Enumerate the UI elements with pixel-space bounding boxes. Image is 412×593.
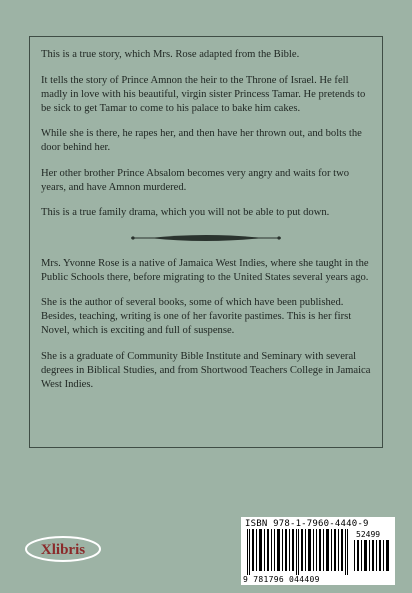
logo-text: Xlibris (40, 542, 86, 558)
barcode-digits: 9 781796 044409 (243, 575, 320, 584)
author-bio-paragraph: She is a graduate of Community Bible Institute and Seminary with several degrees in Biblical Studies, and from Shortwood Teachers College in Jamaica West Indies. (41, 350, 371, 390)
isbn-number: ISBN 978-1-7960-4440-9 (245, 519, 369, 529)
blurb-paragraph: Her other brother Prince Absalom becomes very angry and waits for two years, and have Amnon murdered. (41, 167, 350, 193)
blurb-paragraph: It tells the story of Prince Amnon the heir to the Throne of Israel. He fell madly in love with his beautiful, virgin sister Princess Tamar. He pretends to be sick to get Tamar to come to his palace to bake him cakes. (41, 74, 366, 114)
isbn-barcode (241, 517, 395, 585)
blurb-paragraph: This is a true story, which Mrs. Rose adapted from the Bible. (41, 49, 300, 60)
back-cover-text (41, 48, 371, 403)
blurb-paragraph: This is a true family drama, which you will not be able to put down. (41, 207, 330, 218)
author-bio-paragraph: She is the author of several books, some of which have been published. Besides, teaching, writing is one of her favorite pastimes. This is her first Novel, which is exciting and full of suspense. (41, 297, 352, 336)
blurb-paragraph: While she is there, he rapes her, and then have her thrown out, and bolts the door behind her. (41, 128, 362, 153)
author-bio-paragraph: Mrs. Yvonne Rose is a native of Jamaica West Indies, where she taught in the Public Schools there, before migrating to the United States several years ago. (41, 257, 369, 283)
barcode-bars (247, 529, 349, 575)
ornament-divider-icon (41, 232, 371, 244)
xlibris-logo (24, 534, 102, 569)
price-code: 52499 (356, 530, 381, 539)
price-barcode-bars (354, 540, 390, 571)
